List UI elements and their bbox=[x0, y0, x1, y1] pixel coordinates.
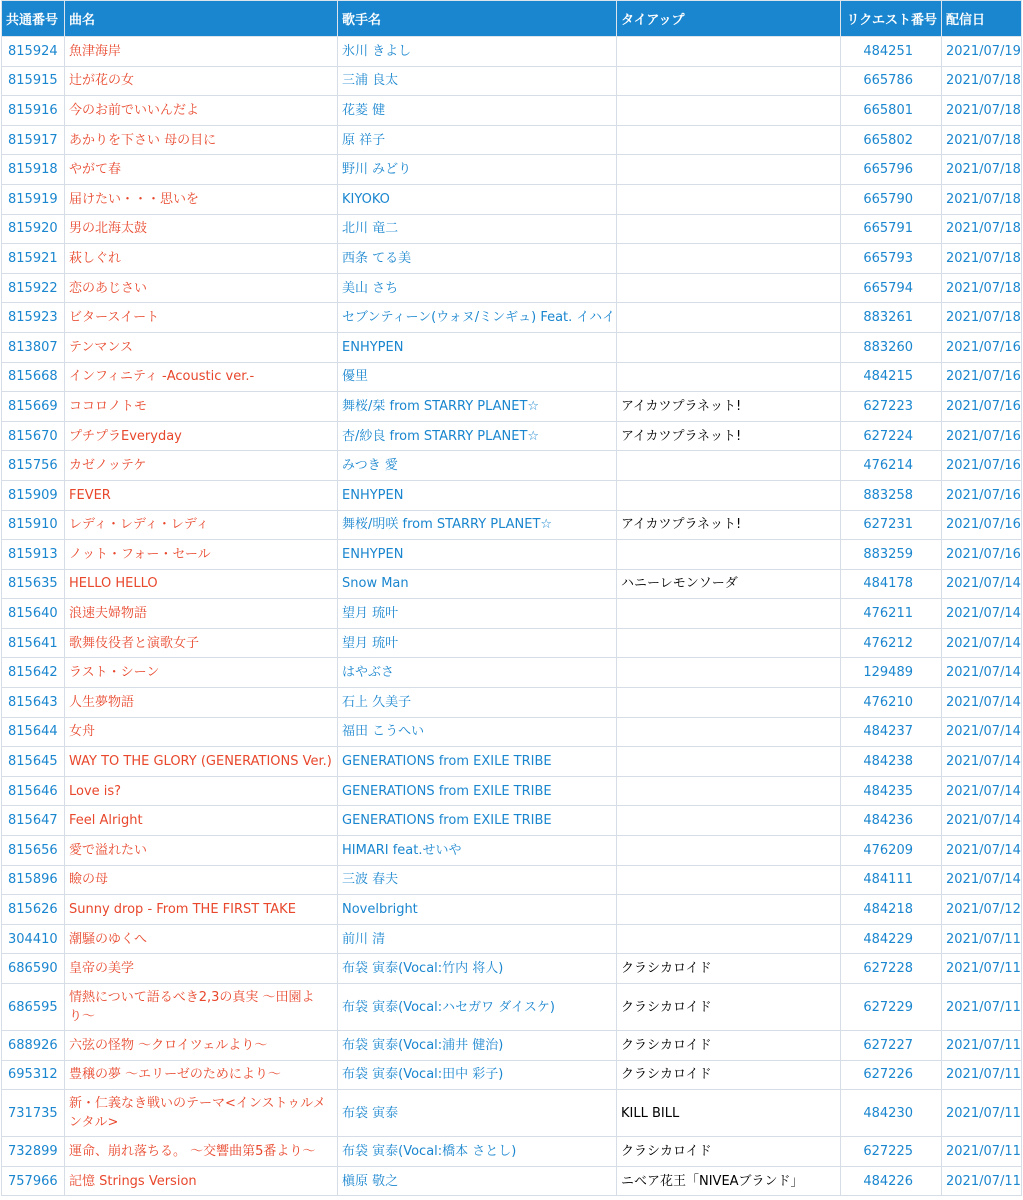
table-row bbox=[2, 451, 1022, 481]
release-date: 2021/07/11 bbox=[942, 924, 1022, 954]
table-row bbox=[2, 895, 1022, 925]
id-link[interactable]: 815913 bbox=[2, 540, 65, 570]
id-link[interactable]: 815915 bbox=[2, 66, 65, 96]
request-number: 484218 bbox=[841, 895, 942, 925]
tieup-link[interactable] bbox=[617, 480, 841, 510]
tieup-link[interactable]: クラシカロイド bbox=[617, 954, 841, 984]
release-date: 2021/07/18 bbox=[942, 214, 1022, 244]
artist-link[interactable]: 三浦 良太 bbox=[338, 66, 617, 96]
tieup-link[interactable] bbox=[617, 865, 841, 895]
id-link[interactable]: 815641 bbox=[2, 628, 65, 658]
artist-link[interactable]: 優里 bbox=[338, 362, 617, 392]
song-title-link[interactable]: Love is? bbox=[65, 776, 338, 806]
artist-link[interactable]: 布袋 寅泰(Vocal:田中 彩子) bbox=[338, 1060, 617, 1090]
song-title-link[interactable]: ラスト・シーン bbox=[65, 658, 338, 688]
request-number: 476212 bbox=[841, 628, 942, 658]
id-link[interactable]: 815917 bbox=[2, 125, 65, 155]
release-date: 2021/07/11 bbox=[942, 1137, 1022, 1167]
artist-link[interactable]: 布袋 寅泰(Vocal:竹内 将人) bbox=[338, 954, 617, 984]
release-date: 2021/07/14 bbox=[942, 658, 1022, 688]
song-title-link[interactable]: 女舟 bbox=[65, 717, 338, 747]
request-number: 883258 bbox=[841, 480, 942, 510]
id-link[interactable]: 815918 bbox=[2, 155, 65, 185]
artist-link[interactable]: 三波 春夫 bbox=[338, 865, 617, 895]
header-song[interactable]: 曲名 bbox=[65, 1, 338, 37]
table-row bbox=[2, 658, 1022, 688]
song-title-link[interactable]: ノット・フォー・セール bbox=[65, 540, 338, 570]
request-number: 627231 bbox=[841, 510, 942, 540]
artist-link[interactable]: 布袋 寅泰(Vocal:浦井 健治) bbox=[338, 1031, 617, 1061]
table-row bbox=[2, 984, 1022, 1031]
request-number: 476209 bbox=[841, 836, 942, 866]
tieup-link[interactable] bbox=[617, 747, 841, 777]
id-link[interactable]: 815909 bbox=[2, 480, 65, 510]
table-row bbox=[2, 510, 1022, 540]
request-number: 627228 bbox=[841, 954, 942, 984]
song-title-link[interactable]: インフィニティ -Acoustic ver.- bbox=[65, 362, 338, 392]
song-title-link[interactable]: 六弦の怪物 〜クロイツェルより〜 bbox=[65, 1031, 338, 1061]
artist-link[interactable]: GENERATIONS from EXILE TRIBE bbox=[338, 806, 617, 836]
id-link[interactable]: 815896 bbox=[2, 865, 65, 895]
table-row bbox=[2, 244, 1022, 274]
id-link[interactable]: 688926 bbox=[2, 1031, 65, 1061]
request-number: 627225 bbox=[841, 1137, 942, 1167]
id-link[interactable]: 815919 bbox=[2, 184, 65, 214]
table-row bbox=[2, 273, 1022, 303]
tieup-link[interactable] bbox=[617, 155, 841, 185]
release-date: 2021/07/18 bbox=[942, 66, 1022, 96]
request-number: 484226 bbox=[841, 1166, 942, 1196]
song-title-link[interactable]: 届けたい・・・思いを bbox=[65, 184, 338, 214]
release-date: 2021/07/14 bbox=[942, 569, 1022, 599]
tieup-link[interactable] bbox=[617, 244, 841, 274]
tieup-link[interactable]: クラシカロイド bbox=[617, 1031, 841, 1061]
tieup-link[interactable] bbox=[617, 628, 841, 658]
artist-link[interactable]: みつき 愛 bbox=[338, 451, 617, 481]
request-number: 665793 bbox=[841, 244, 942, 274]
song-title-link[interactable]: 人生夢物語 bbox=[65, 688, 338, 718]
id-link[interactable]: 815626 bbox=[2, 895, 65, 925]
artist-link[interactable]: 原 祥子 bbox=[338, 125, 617, 155]
song-title-link[interactable]: やがて春 bbox=[65, 155, 338, 185]
request-number: 627227 bbox=[841, 1031, 942, 1061]
request-number: 484235 bbox=[841, 776, 942, 806]
song-title-link[interactable]: プチプラEveryday bbox=[65, 421, 338, 451]
release-date: 2021/07/11 bbox=[942, 1060, 1022, 1090]
release-date: 2021/07/11 bbox=[942, 984, 1022, 1031]
song-title-link[interactable]: テンマンス bbox=[65, 332, 338, 362]
tieup-link[interactable] bbox=[617, 214, 841, 244]
table-row bbox=[2, 747, 1022, 777]
header-tieup[interactable]: タイアップ bbox=[617, 1, 841, 37]
tieup-link[interactable] bbox=[617, 895, 841, 925]
artist-link[interactable]: はやぶさ bbox=[338, 658, 617, 688]
request-number: 627226 bbox=[841, 1060, 942, 1090]
artist-link[interactable]: 舞桜/栞 from STARRY PLANET☆ bbox=[338, 392, 617, 422]
tieup-link[interactable] bbox=[617, 184, 841, 214]
id-link[interactable]: 686595 bbox=[2, 984, 65, 1031]
id-link[interactable]: 815646 bbox=[2, 776, 65, 806]
tieup-link[interactable] bbox=[617, 125, 841, 155]
artist-link[interactable]: 望月 琉叶 bbox=[338, 628, 617, 658]
song-title-link[interactable]: 今のお前でいいんだよ bbox=[65, 96, 338, 126]
id-link[interactable]: 815670 bbox=[2, 421, 65, 451]
song-title-link[interactable]: 記憶 Strings Version bbox=[65, 1166, 338, 1196]
song-title-link[interactable]: 情熱について語るべき2,3の真実 〜田園より〜 bbox=[65, 984, 338, 1031]
release-date: 2021/07/14 bbox=[942, 776, 1022, 806]
artist-link[interactable]: 美山 さち bbox=[338, 273, 617, 303]
table-row bbox=[2, 37, 1022, 67]
release-date: 2021/07/18 bbox=[942, 96, 1022, 126]
release-date: 2021/07/18 bbox=[942, 155, 1022, 185]
table-row bbox=[2, 480, 1022, 510]
song-title-link[interactable]: レディ・レディ・レディ bbox=[65, 510, 338, 540]
song-title-link[interactable]: 歌舞伎役者と演歌女子 bbox=[65, 628, 338, 658]
artist-link[interactable]: 槇原 敬之 bbox=[338, 1166, 617, 1196]
table-body bbox=[2, 37, 1022, 1196]
song-title-link[interactable]: ビタースイート bbox=[65, 303, 338, 333]
artist-link[interactable]: 布袋 寅泰(Vocal:橋本 さとし) bbox=[338, 1137, 617, 1167]
artist-link[interactable]: Snow Man bbox=[338, 569, 617, 599]
header-row bbox=[2, 1, 1022, 37]
release-date: 2021/07/18 bbox=[942, 273, 1022, 303]
table-row bbox=[2, 540, 1022, 570]
tieup-link[interactable] bbox=[617, 37, 841, 67]
release-date: 2021/07/11 bbox=[942, 1166, 1022, 1196]
id-link[interactable]: 815921 bbox=[2, 244, 65, 274]
song-title-link[interactable]: FEVER bbox=[65, 480, 338, 510]
request-number: 665796 bbox=[841, 155, 942, 185]
song-title-link[interactable]: 辻が花の女 bbox=[65, 66, 338, 96]
release-date: 2021/07/16 bbox=[942, 362, 1022, 392]
song-title-link[interactable]: 恋のあじさい bbox=[65, 273, 338, 303]
tieup-link[interactable]: クラシカロイド bbox=[617, 984, 841, 1031]
artist-link[interactable]: 舞桜/明咲 from STARRY PLANET☆ bbox=[338, 510, 617, 540]
id-link[interactable]: 815644 bbox=[2, 717, 65, 747]
table-row bbox=[2, 1031, 1022, 1061]
request-number: 665802 bbox=[841, 125, 942, 155]
table-row bbox=[2, 717, 1022, 747]
release-date: 2021/07/14 bbox=[942, 836, 1022, 866]
request-number: 484230 bbox=[841, 1090, 942, 1137]
artist-link[interactable]: セブンティーン(ウォヌ/ミンギュ) Feat. イハイ bbox=[338, 303, 617, 333]
tieup-link[interactable] bbox=[617, 776, 841, 806]
id-link[interactable]: 815643 bbox=[2, 688, 65, 718]
song-title-link[interactable]: 瞼の母 bbox=[65, 865, 338, 895]
release-date: 2021/07/16 bbox=[942, 392, 1022, 422]
artist-link[interactable]: 花菱 健 bbox=[338, 96, 617, 126]
release-date: 2021/07/18 bbox=[942, 244, 1022, 274]
tieup-link[interactable] bbox=[617, 806, 841, 836]
tieup-link[interactable]: アイカツプラネット! bbox=[617, 421, 841, 451]
song-title-link[interactable]: 男の北海太鼓 bbox=[65, 214, 338, 244]
table-row bbox=[2, 954, 1022, 984]
tieup-link[interactable]: アイカツプラネット! bbox=[617, 510, 841, 540]
release-date: 2021/07/14 bbox=[942, 806, 1022, 836]
request-number: 627223 bbox=[841, 392, 942, 422]
artist-link[interactable]: 福田 こうへい bbox=[338, 717, 617, 747]
request-number: 484215 bbox=[841, 362, 942, 392]
id-link[interactable]: 815910 bbox=[2, 510, 65, 540]
request-number: 883259 bbox=[841, 540, 942, 570]
id-link[interactable]: 815668 bbox=[2, 362, 65, 392]
request-number: 665801 bbox=[841, 96, 942, 126]
release-date: 2021/07/16 bbox=[942, 510, 1022, 540]
song-title-link[interactable]: WAY TO THE GLORY (GENERATIONS Ver.) bbox=[65, 747, 338, 777]
id-link[interactable]: 815656 bbox=[2, 836, 65, 866]
artist-link[interactable]: GENERATIONS from EXILE TRIBE bbox=[338, 776, 617, 806]
artist-link[interactable]: 野川 みどり bbox=[338, 155, 617, 185]
tieup-link[interactable] bbox=[617, 836, 841, 866]
artist-link[interactable]: 北川 竜二 bbox=[338, 214, 617, 244]
id-link[interactable]: 815635 bbox=[2, 569, 65, 599]
id-link[interactable]: 815922 bbox=[2, 273, 65, 303]
table-row bbox=[2, 599, 1022, 629]
table-row bbox=[2, 303, 1022, 333]
request-number: 627224 bbox=[841, 421, 942, 451]
release-date: 2021/07/11 bbox=[942, 1090, 1022, 1137]
table-row bbox=[2, 96, 1022, 126]
song-title-link[interactable]: Sunny drop - From THE FIRST TAKE bbox=[65, 895, 338, 925]
table-row bbox=[2, 1090, 1022, 1137]
release-date: 2021/07/19 bbox=[942, 37, 1022, 67]
id-link[interactable]: 695312 bbox=[2, 1060, 65, 1090]
request-number: 484238 bbox=[841, 747, 942, 777]
table-row bbox=[2, 332, 1022, 362]
request-number: 665794 bbox=[841, 273, 942, 303]
artist-link[interactable]: GENERATIONS from EXILE TRIBE bbox=[338, 747, 617, 777]
tieup-link[interactable]: ニベア花王「NIVEAブランド」 bbox=[617, 1166, 841, 1196]
tieup-link[interactable]: アイカツプラネット! bbox=[617, 392, 841, 422]
release-table bbox=[1, 0, 1022, 1196]
table-row bbox=[2, 66, 1022, 96]
release-date: 2021/07/18 bbox=[942, 184, 1022, 214]
header-id[interactable]: 共通番号 bbox=[2, 1, 65, 37]
song-title-link[interactable]: 浪速夫婦物語 bbox=[65, 599, 338, 629]
tieup-link[interactable] bbox=[617, 717, 841, 747]
release-date: 2021/07/16 bbox=[942, 480, 1022, 510]
table-row bbox=[2, 836, 1022, 866]
table-row bbox=[2, 362, 1022, 392]
table-row bbox=[2, 184, 1022, 214]
song-title-link[interactable]: 運命、崩れ落ちる。 〜交響曲第5番より〜 bbox=[65, 1137, 338, 1167]
song-title-link[interactable]: 萩しぐれ bbox=[65, 244, 338, 274]
song-title-link[interactable]: カゼノッテケ bbox=[65, 451, 338, 481]
release-date: 2021/07/16 bbox=[942, 332, 1022, 362]
release-date: 2021/07/14 bbox=[942, 688, 1022, 718]
id-link[interactable]: 815642 bbox=[2, 658, 65, 688]
artist-link[interactable]: ENHYPEN bbox=[338, 480, 617, 510]
artist-link[interactable]: HIMARI feat.せいや bbox=[338, 836, 617, 866]
id-link[interactable]: 813807 bbox=[2, 332, 65, 362]
tieup-link[interactable]: ハニーレモンソーダ bbox=[617, 569, 841, 599]
artist-link[interactable]: ENHYPEN bbox=[338, 332, 617, 362]
id-link[interactable]: 815647 bbox=[2, 806, 65, 836]
id-link[interactable]: 757966 bbox=[2, 1166, 65, 1196]
id-link[interactable]: 815756 bbox=[2, 451, 65, 481]
table-row bbox=[2, 392, 1022, 422]
song-title-link[interactable]: HELLO HELLO bbox=[65, 569, 338, 599]
request-number: 484237 bbox=[841, 717, 942, 747]
release-date: 2021/07/14 bbox=[942, 747, 1022, 777]
id-link[interactable]: 732899 bbox=[2, 1137, 65, 1167]
header-request[interactable]: リクエスト番号 bbox=[841, 1, 942, 37]
table-row bbox=[2, 776, 1022, 806]
tieup-link[interactable] bbox=[617, 924, 841, 954]
request-number: 129489 bbox=[841, 658, 942, 688]
id-link[interactable]: 304410 bbox=[2, 924, 65, 954]
id-link[interactable]: 815669 bbox=[2, 392, 65, 422]
tieup-link[interactable] bbox=[617, 688, 841, 718]
tieup-link[interactable] bbox=[617, 273, 841, 303]
song-title-link[interactable]: 魚津海岸 bbox=[65, 37, 338, 67]
request-number: 665790 bbox=[841, 184, 942, 214]
table-row bbox=[2, 214, 1022, 244]
release-date: 2021/07/18 bbox=[942, 303, 1022, 333]
table-row bbox=[2, 688, 1022, 718]
request-number: 484236 bbox=[841, 806, 942, 836]
release-date: 2021/07/14 bbox=[942, 599, 1022, 629]
tieup-link[interactable] bbox=[617, 66, 841, 96]
release-date: 2021/07/16 bbox=[942, 540, 1022, 570]
tieup-link[interactable] bbox=[617, 658, 841, 688]
id-link[interactable]: 731735 bbox=[2, 1090, 65, 1137]
release-date: 2021/07/11 bbox=[942, 954, 1022, 984]
id-link[interactable]: 815645 bbox=[2, 747, 65, 777]
artist-link[interactable]: 布袋 寅泰 bbox=[338, 1090, 617, 1137]
table-row bbox=[2, 628, 1022, 658]
release-date: 2021/07/16 bbox=[942, 421, 1022, 451]
release-date: 2021/07/18 bbox=[942, 125, 1022, 155]
request-number: 484251 bbox=[841, 37, 942, 67]
song-title-link[interactable]: 新・仁義なき戦いのテーマ<インストゥルメンタル> bbox=[65, 1090, 338, 1137]
release-date: 2021/07/14 bbox=[942, 865, 1022, 895]
song-title-link[interactable]: あかりを下さい 母の目に bbox=[65, 125, 338, 155]
artist-link[interactable]: 石上 久美子 bbox=[338, 688, 617, 718]
tieup-link[interactable] bbox=[617, 96, 841, 126]
request-number: 476210 bbox=[841, 688, 942, 718]
request-number: 484178 bbox=[841, 569, 942, 599]
tieup-link[interactable]: クラシカロイド bbox=[617, 1060, 841, 1090]
header-date[interactable]: 配信日 bbox=[942, 1, 1022, 37]
artist-link[interactable]: 布袋 寅泰(Vocal:ハセガワ ダイスケ) bbox=[338, 984, 617, 1031]
id-link[interactable]: 815923 bbox=[2, 303, 65, 333]
request-number: 476214 bbox=[841, 451, 942, 481]
artist-link[interactable]: 前川 清 bbox=[338, 924, 617, 954]
artist-link[interactable]: ENHYPEN bbox=[338, 540, 617, 570]
request-number: 476211 bbox=[841, 599, 942, 629]
song-title-link[interactable]: Feel Alright bbox=[65, 806, 338, 836]
tieup-link[interactable] bbox=[617, 540, 841, 570]
tieup-link[interactable]: クラシカロイド bbox=[617, 1137, 841, 1167]
table-row bbox=[2, 569, 1022, 599]
artist-link[interactable]: 杏/紗良 from STARRY PLANET☆ bbox=[338, 421, 617, 451]
tieup-link[interactable] bbox=[617, 332, 841, 362]
tieup-link[interactable]: KILL BILL bbox=[617, 1090, 841, 1137]
table-row bbox=[2, 125, 1022, 155]
song-title-link[interactable]: 豊穣の夢 〜エリーゼのためにより〜 bbox=[65, 1060, 338, 1090]
id-link[interactable]: 815640 bbox=[2, 599, 65, 629]
release-date: 2021/07/12 bbox=[942, 895, 1022, 925]
request-number: 665791 bbox=[841, 214, 942, 244]
tieup-link[interactable] bbox=[617, 303, 841, 333]
table-row bbox=[2, 155, 1022, 185]
table-row bbox=[2, 1060, 1022, 1090]
table-row bbox=[2, 421, 1022, 451]
table-row bbox=[2, 1137, 1022, 1167]
table-row bbox=[2, 806, 1022, 836]
id-link[interactable]: 815924 bbox=[2, 37, 65, 67]
table-header bbox=[2, 1, 1022, 37]
tieup-link[interactable] bbox=[617, 362, 841, 392]
artist-link[interactable]: KIYOKO bbox=[338, 184, 617, 214]
song-title-link[interactable]: ココロノトモ bbox=[65, 392, 338, 422]
song-title-link[interactable]: 皇帝の美学 bbox=[65, 954, 338, 984]
id-link[interactable]: 815916 bbox=[2, 96, 65, 126]
song-title-link[interactable]: 愛で溢れたい bbox=[65, 836, 338, 866]
tieup-link[interactable] bbox=[617, 451, 841, 481]
release-date: 2021/07/11 bbox=[942, 1031, 1022, 1061]
artist-link[interactable]: 氷川 きよし bbox=[338, 37, 617, 67]
release-date: 2021/07/16 bbox=[942, 451, 1022, 481]
artist-link[interactable]: Novelbright bbox=[338, 895, 617, 925]
id-link[interactable]: 815920 bbox=[2, 214, 65, 244]
song-title-link[interactable]: 潮騒のゆくへ bbox=[65, 924, 338, 954]
artist-link[interactable]: 西条 てる美 bbox=[338, 244, 617, 274]
artist-link[interactable]: 望月 琉叶 bbox=[338, 599, 617, 629]
table-row bbox=[2, 1166, 1022, 1196]
request-number: 627229 bbox=[841, 984, 942, 1031]
request-number: 484229 bbox=[841, 924, 942, 954]
id-link[interactable]: 686590 bbox=[2, 954, 65, 984]
header-artist[interactable]: 歌手名 bbox=[338, 1, 617, 37]
table-row bbox=[2, 865, 1022, 895]
release-date: 2021/07/14 bbox=[942, 628, 1022, 658]
table-row bbox=[2, 924, 1022, 954]
request-number: 665786 bbox=[841, 66, 942, 96]
request-number: 484111 bbox=[841, 865, 942, 895]
request-number: 883260 bbox=[841, 332, 942, 362]
release-date: 2021/07/14 bbox=[942, 717, 1022, 747]
tieup-link[interactable] bbox=[617, 599, 841, 629]
request-number: 883261 bbox=[841, 303, 942, 333]
